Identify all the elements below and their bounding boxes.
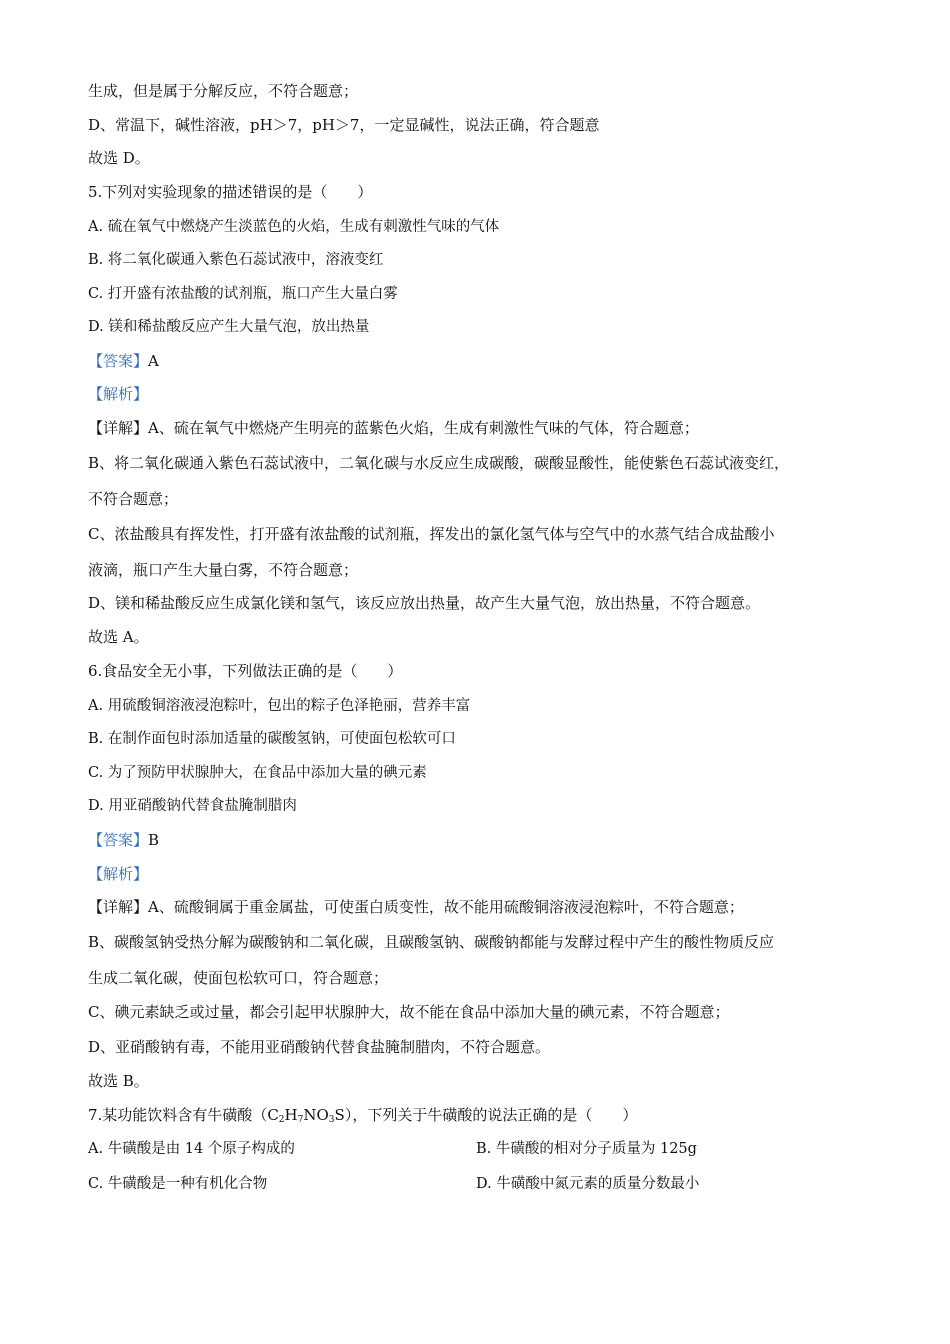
q5-conclusion: 故选 A。 (88, 628, 149, 646)
q6-answer (88, 830, 159, 850)
text-line: D、常温下，碱性溶液，pH＞7，pH＞7，一定显碱性，说法正确，符合题意 (88, 116, 600, 134)
question-7-stem (88, 1105, 637, 1125)
q5-detail-5: 液滴，瓶口产生大量白雾，不符合题意； (88, 561, 359, 579)
q7-option-c: C. 牛磺酸是一种有机化合物 (88, 1176, 268, 1192)
q7-option-b: B. 牛磺酸的相对分子质量为 125g (476, 1141, 697, 1157)
q6-analysis-tag (88, 864, 148, 884)
q5-option-b: B. 将二氧化碳通入紫色石蕊试液中，溶液变红 (88, 252, 384, 268)
stem-text: ），下列关于牛磺酸的说法正确的是（ ） (344, 1106, 638, 1124)
analysis-tag: 【解析】 (88, 385, 149, 403)
analysis-tag: 【解析】 (88, 865, 149, 883)
q5-answer (88, 351, 159, 371)
answer-tag: 【答案】 (88, 831, 149, 849)
detail-text: A、硫在氧气中燃烧产生明亮的蓝紫色火焰，生成有刺激性气味的气体，符合题意； (148, 419, 699, 437)
q5-detail-4: C、浓盐酸具有挥发性，打开盛有浓盐酸的试剂瓶，挥发出的氯化氢气体与空气中的水蒸气结合成盐酸小 (88, 525, 775, 543)
q5-detail-3: 不符合题意； (88, 490, 179, 508)
question-6-stem: 6.食品安全无小事，下列做法正确的是（ ） (88, 662, 403, 680)
q5-detail-1 (88, 418, 699, 438)
formula-element: S (334, 1106, 345, 1124)
q6-detail-1 (88, 897, 744, 917)
question-5-stem: 5.下列对实验现象的描述错误的是（ ） (88, 183, 373, 201)
q5-option-d: D. 镁和稀盐酸反应产生大量气泡，放出热量 (88, 319, 370, 335)
q6-conclusion: 故选 B。 (88, 1072, 149, 1090)
q6-detail-2: B、碳酸氢钠受热分解为碳酸钠和二氧化碳，且碳酸氢钠、碳酸钠都能与发酵过程中产生的酸性物质反应 (88, 933, 775, 951)
q5-detail-2: B、将二氧化碳通入紫色石蕊试液中，二氧化碳与水反应生成碳酸，碳酸显酸性，能使紫色石蕊试液变红， (88, 454, 790, 472)
formula-element: NO (303, 1106, 329, 1124)
q7-option-a: A. 牛磺酸是由 14 个原子构成的 (88, 1141, 295, 1157)
q6-detail-3: 生成二氧化碳，使面包松软可口，符合题意； (88, 969, 389, 987)
detail-text: A、硫酸铜属于重金属盐，可使蛋白质变性，故不能用硫酸铜溶液浸泡粽叶，不符合题意； (148, 898, 744, 916)
detail-tag: 【详解】 (88, 898, 149, 916)
q5-detail-6: D、镁和稀盐酸反应生成氯化镁和氢气，该反应放出热量，故产生大量气泡，放出热量，不符合题意。 (88, 594, 761, 612)
answer-tag: 【答案】 (88, 352, 149, 370)
q6-detail-4: C、碘元素缺乏或过量，都会引起甲状腺肿大，故不能在食品中添加大量的碘元素，不符合题意； (88, 1003, 730, 1021)
answer-value: A (148, 352, 159, 370)
q7-option-d: D. 牛磺酸中氮元素的质量分数最小 (476, 1176, 700, 1192)
q6-option-a: A. 用硫酸铜溶液浸泡粽叶，包出的粽子色泽艳丽，营养丰富 (88, 698, 471, 714)
q6-option-d: D. 用亚硝酸钠代替食盐腌制腊肉 (88, 798, 297, 814)
answer-value: B (148, 831, 160, 849)
q5-option-c: C. 打开盛有浓盐酸的试剂瓶，瓶口产生大量白雾 (88, 286, 398, 302)
text-line: 故选 D。 (88, 149, 150, 167)
detail-tag: 【详解】 (88, 419, 149, 437)
q6-detail-5: D、亚硝酸钠有毒，不能用亚硝酸钠代替食盐腌制腊肉，不符合题意。 (88, 1038, 551, 1056)
formula-element: H (284, 1106, 298, 1124)
formula-subscript: 3 (328, 1115, 335, 1125)
q6-option-b: B. 在制作面包时添加适量的碳酸氢钠，可使面包松软可口 (88, 731, 456, 747)
formula-subscript: 7 (297, 1115, 304, 1125)
stem-text: 7.某功能饮料含有牛磺酸（C (88, 1106, 279, 1124)
formula-subscript: 2 (278, 1115, 285, 1125)
q5-analysis-tag (88, 384, 148, 404)
q6-option-c: C. 为了预防甲状腺肿大，在食品中添加大量的碘元素 (88, 765, 427, 781)
q5-option-a: A. 硫在氧气中燃烧产生淡蓝色的火焰，生成有刺激性气味的气体 (88, 219, 500, 235)
text-line: 生成，但是属于分解反应，不符合题意； (88, 82, 359, 100)
